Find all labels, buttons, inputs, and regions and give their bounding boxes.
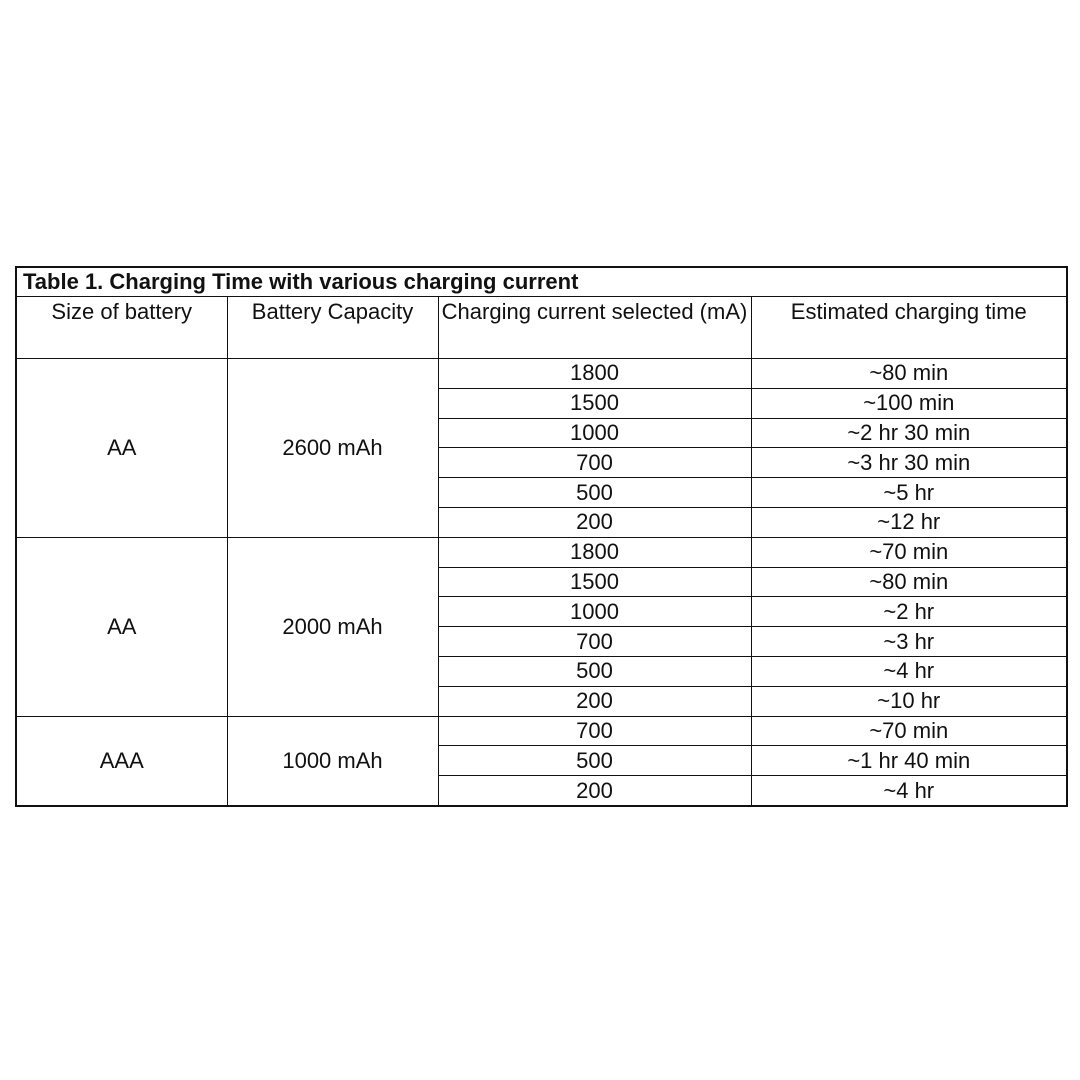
battery-capacity-cell: 2600 mAh [227, 359, 438, 538]
table-row [16, 537, 1067, 567]
charging-time-table [15, 266, 1068, 807]
charging-current-cell: 700 [438, 716, 751, 746]
charging-time-cell: ~100 min [751, 388, 1067, 418]
battery-size-cell: AAA [16, 716, 227, 806]
charging-time-cell: ~80 min [751, 359, 1067, 389]
header-charging-current: Charging current selected (mA) [438, 297, 751, 359]
table-title-row [16, 267, 1067, 297]
charging-time-cell: ~10 hr [751, 686, 1067, 716]
charging-current-cell: 1500 [438, 567, 751, 597]
charging-time-cell: ~80 min [751, 567, 1067, 597]
charging-current-cell: 200 [438, 776, 751, 806]
charging-current-cell: 1800 [438, 359, 751, 389]
charging-current-cell: 1500 [438, 388, 751, 418]
charging-time-cell: ~4 hr [751, 776, 1067, 806]
charging-current-cell: 500 [438, 656, 751, 686]
table-body [16, 359, 1067, 807]
battery-capacity-cell: 2000 mAh [227, 537, 438, 716]
table-header-row [16, 297, 1067, 359]
charging-time-cell: ~70 min [751, 537, 1067, 567]
charging-time-cell: ~1 hr 40 min [751, 746, 1067, 776]
charging-time-cell: ~2 hr [751, 597, 1067, 627]
charging-time-cell: ~70 min [751, 716, 1067, 746]
charging-current-cell: 1000 [438, 597, 751, 627]
table-row [16, 359, 1067, 389]
charging-current-cell: 500 [438, 478, 751, 508]
charging-time-cell: ~12 hr [751, 507, 1067, 537]
charging-time-cell: ~3 hr 30 min [751, 448, 1067, 478]
header-estimated-time: Estimated charging time [751, 297, 1067, 359]
charging-current-cell: 1000 [438, 418, 751, 448]
charging-time-cell: ~3 hr [751, 627, 1067, 657]
charging-current-cell: 700 [438, 627, 751, 657]
charging-current-cell: 1800 [438, 537, 751, 567]
charging-current-cell: 200 [438, 507, 751, 537]
charging-time-cell: ~2 hr 30 min [751, 418, 1067, 448]
charging-current-cell: 700 [438, 448, 751, 478]
table-title: Table 1. Charging Time with various charging current [16, 267, 1067, 297]
charging-time-cell: ~5 hr [751, 478, 1067, 508]
charging-time-cell: ~4 hr [751, 656, 1067, 686]
charging-current-cell: 200 [438, 686, 751, 716]
charging-current-cell: 500 [438, 746, 751, 776]
battery-size-cell: AA [16, 359, 227, 538]
header-battery-capacity: Battery Capacity [227, 297, 438, 359]
header-size-of-battery: Size of battery [16, 297, 227, 359]
battery-size-cell: AA [16, 537, 227, 716]
table-row [16, 716, 1067, 746]
battery-capacity-cell: 1000 mAh [227, 716, 438, 806]
